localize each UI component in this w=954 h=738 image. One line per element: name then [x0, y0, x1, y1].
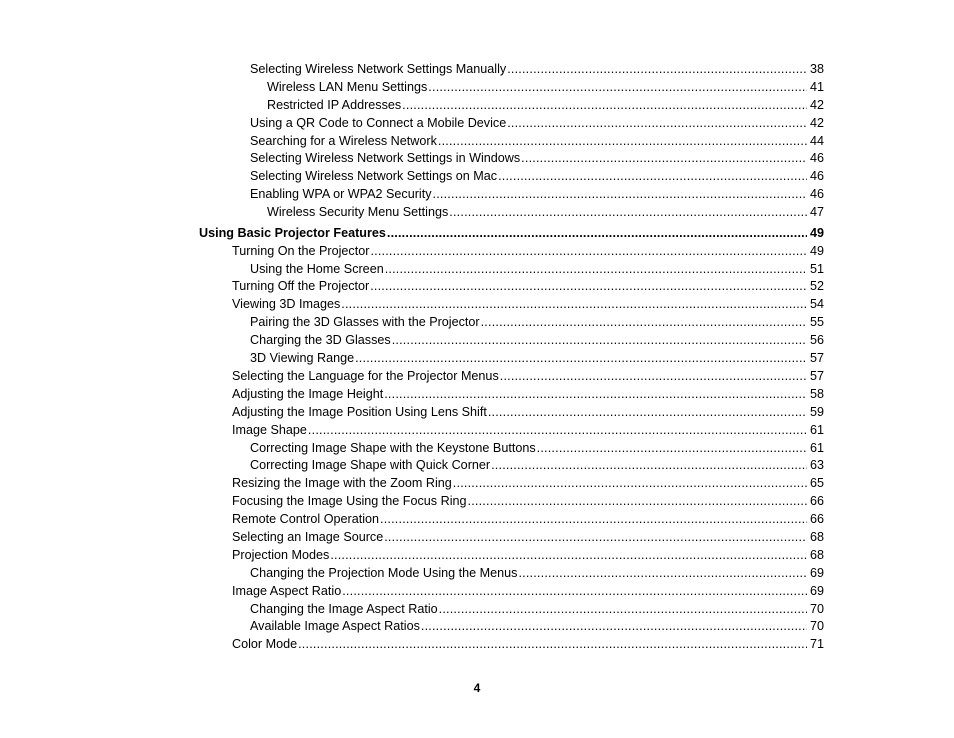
toc-entry-page[interactable]: 51 — [809, 261, 824, 276]
toc-dot-leader — [387, 225, 807, 243]
toc-entry-page[interactable]: 69 — [809, 565, 824, 580]
toc-entry-page[interactable]: 52 — [809, 279, 824, 294]
toc-dot-leader — [370, 278, 807, 296]
toc-entry[interactable] — [199, 97, 824, 115]
toc-entry-page[interactable]: 70 — [809, 601, 824, 616]
toc-entry[interactable] — [199, 204, 824, 222]
toc-entry-title[interactable]: Changing the Projection Mode Using the Menus — [250, 565, 518, 580]
toc-entry[interactable] — [199, 583, 824, 601]
toc-entry[interactable] — [199, 278, 824, 296]
toc-entry[interactable] — [199, 186, 824, 204]
toc-entry[interactable] — [199, 440, 824, 458]
toc-entry-title[interactable]: Enabling WPA or WPA2 Security — [250, 187, 432, 202]
toc-entry[interactable] — [199, 368, 824, 386]
toc-entry-title[interactable]: Viewing 3D Images — [232, 297, 341, 312]
toc-entry-title[interactable]: Changing the Image Aspect Ratio — [250, 601, 438, 616]
toc-entry-title[interactable]: Turning Off the Projector — [232, 279, 370, 294]
toc-entry-title[interactable]: Image Shape — [232, 422, 307, 437]
toc-entry[interactable] — [199, 475, 824, 493]
toc-entry[interactable] — [199, 115, 824, 133]
toc-entry[interactable] — [199, 547, 824, 565]
toc-entry[interactable] — [199, 493, 824, 511]
toc-dot-leader — [521, 150, 807, 168]
toc-entry-title[interactable]: Remote Control Operation — [232, 512, 379, 527]
toc-entry[interactable] — [199, 332, 824, 350]
toc-entry[interactable] — [199, 511, 824, 529]
toc-entry-page[interactable]: 49 — [809, 225, 824, 240]
page-number: 4 — [473, 681, 481, 695]
toc-entry-page[interactable]: 46 — [809, 187, 824, 202]
toc-entry-page[interactable]: 68 — [809, 547, 824, 562]
toc-entry[interactable] — [199, 296, 824, 314]
toc-entry[interactable] — [199, 386, 824, 404]
toc-dot-leader — [298, 636, 807, 654]
toc-entry-title[interactable]: Adjusting the Image Height — [232, 386, 384, 401]
toc-dot-leader — [488, 404, 807, 422]
toc-entry-page[interactable]: 61 — [809, 440, 824, 455]
toc-entry-title[interactable]: Searching for a Wireless Network — [250, 133, 437, 148]
toc-entry-title[interactable]: Correcting Image Shape with Quick Corner — [250, 458, 491, 473]
toc-dot-leader — [330, 547, 807, 565]
toc-entry-title[interactable]: Available Image Aspect Ratios — [250, 619, 420, 634]
toc-dot-leader — [449, 204, 807, 222]
toc-entry-page[interactable]: 58 — [809, 386, 824, 401]
toc-dot-leader — [491, 457, 807, 475]
toc-entry-title[interactable]: Projection Modes — [232, 547, 330, 562]
toc-entry-page[interactable]: 46 — [809, 151, 824, 166]
toc-entry-title[interactable]: Using Basic Projector Features — [199, 225, 386, 240]
toc-entry[interactable] — [199, 457, 824, 475]
toc-dot-leader — [438, 133, 807, 151]
toc-entry-title[interactable]: Resizing the Image with the Zoom Ring — [232, 476, 452, 491]
toc-entry[interactable] — [199, 168, 824, 186]
toc-entry-page[interactable]: 61 — [809, 422, 824, 437]
toc-dot-leader — [481, 314, 807, 332]
toc-dot-leader — [498, 168, 807, 186]
toc-entry-title[interactable]: Turning On the Projector — [232, 243, 370, 258]
toc-dot-leader — [453, 475, 807, 493]
toc-dot-leader — [308, 422, 807, 440]
toc-dot-leader — [433, 186, 807, 204]
toc-dot-leader — [421, 618, 807, 636]
toc-entry-title[interactable]: Using a QR Code to Connect a Mobile Device — [250, 115, 507, 130]
toc-dot-leader — [402, 97, 807, 115]
toc-entry-page[interactable]: 47 — [809, 205, 824, 220]
toc-entry-page[interactable]: 57 — [809, 368, 824, 383]
toc-entry[interactable] — [199, 243, 824, 261]
toc-entry-title[interactable]: Selecting Wireless Network Settings Manually — [250, 62, 507, 76]
toc-entry[interactable] — [199, 565, 824, 583]
table-of-contents — [199, 61, 824, 654]
toc-entry-page[interactable]: 57 — [809, 351, 824, 366]
toc-entry[interactable] — [199, 529, 824, 547]
toc-entry-page[interactable]: 54 — [809, 297, 824, 312]
toc-entry-page[interactable]: 56 — [809, 333, 824, 348]
toc-entry[interactable] — [199, 150, 824, 168]
toc-entry-page[interactable]: 66 — [809, 512, 824, 527]
toc-entry-page[interactable]: 70 — [809, 619, 824, 634]
toc-entry-title[interactable]: Restricted IP Addresses — [267, 97, 402, 112]
toc-entry-page[interactable]: 42 — [809, 97, 824, 112]
toc-entry[interactable] — [199, 261, 824, 279]
toc-dot-leader — [342, 583, 807, 601]
toc-entry-page[interactable]: 69 — [809, 583, 824, 598]
toc-entry-page[interactable]: 49 — [809, 243, 824, 258]
toc-entry-title[interactable]: Selecting the Language for the Projector Menus — [232, 368, 499, 383]
toc-entry-title[interactable]: Selecting Wireless Network Settings in Windows — [250, 151, 521, 166]
toc-entry-title[interactable]: Selecting an Image Source — [232, 529, 384, 544]
toc-entry-page[interactable]: 68 — [809, 529, 824, 544]
toc-entry-title[interactable]: Selecting Wireless Network Settings on Mac — [250, 169, 498, 184]
toc-entry-page[interactable]: 65 — [809, 476, 824, 491]
toc-entry[interactable] — [199, 601, 824, 619]
toc-dot-leader — [507, 115, 807, 133]
toc-dot-leader — [384, 529, 807, 547]
toc-entry-title[interactable]: Color Mode — [232, 637, 298, 652]
toc-dot-leader — [500, 368, 807, 386]
toc-dot-leader — [518, 565, 807, 583]
toc-entry[interactable] — [199, 225, 824, 243]
toc-dot-leader — [384, 386, 807, 404]
toc-entry-title[interactable]: Pairing the 3D Glasses with the Projector — [250, 315, 480, 330]
toc-entry-title[interactable]: Focusing the Image Using the Focus Ring — [232, 494, 467, 509]
toc-dot-leader — [380, 511, 807, 529]
toc-entry-title[interactable]: Correcting Image Shape with the Keystone Buttons — [250, 440, 536, 455]
toc-entry[interactable] — [199, 133, 824, 151]
toc-entry[interactable] — [199, 350, 824, 368]
toc-entry[interactable] — [199, 314, 824, 332]
toc-entry[interactable] — [199, 404, 824, 422]
toc-entry-page[interactable]: 66 — [809, 494, 824, 509]
toc-dot-leader — [355, 350, 807, 368]
toc-entry-page[interactable]: 63 — [809, 458, 824, 473]
toc-dot-leader — [428, 79, 807, 97]
toc-entry[interactable] — [199, 61, 824, 79]
toc-entry-title[interactable]: Charging the 3D Glasses — [250, 333, 391, 348]
toc-entry-title[interactable]: Wireless LAN Menu Settings — [267, 79, 428, 94]
toc-entry-page[interactable]: 38 — [809, 62, 824, 76]
toc-entry-page[interactable]: 44 — [809, 133, 824, 148]
toc-dot-leader — [507, 61, 807, 79]
toc-dot-leader — [468, 493, 807, 511]
toc-entry-title[interactable]: Adjusting the Image Position Using Lens Shift — [232, 404, 487, 419]
toc-dot-leader — [341, 296, 807, 314]
toc-entry-title[interactable]: 3D Viewing Range — [250, 351, 355, 366]
toc-dot-leader — [385, 261, 807, 279]
toc-entry[interactable] — [199, 636, 824, 654]
toc-dot-leader — [370, 243, 807, 261]
toc-entry[interactable] — [199, 422, 824, 440]
toc-entry-page[interactable]: 42 — [809, 115, 824, 130]
toc-entry-page[interactable]: 71 — [809, 637, 824, 652]
toc-entry-page[interactable]: 55 — [809, 315, 824, 330]
toc-dot-leader — [537, 440, 807, 458]
toc-entry-title[interactable]: Using the Home Screen — [250, 261, 384, 276]
toc-entry-page[interactable]: 46 — [809, 169, 824, 184]
toc-entry[interactable] — [199, 79, 824, 97]
toc-entry-page[interactable]: 41 — [809, 79, 824, 94]
toc-entry[interactable] — [199, 618, 824, 636]
toc-entry-title[interactable]: Wireless Security Menu Settings — [267, 205, 449, 220]
toc-dot-leader — [439, 601, 807, 619]
toc-entry-page[interactable]: 59 — [809, 404, 824, 419]
toc-dot-leader — [392, 332, 807, 350]
toc-entry-title[interactable]: Image Aspect Ratio — [232, 583, 342, 598]
